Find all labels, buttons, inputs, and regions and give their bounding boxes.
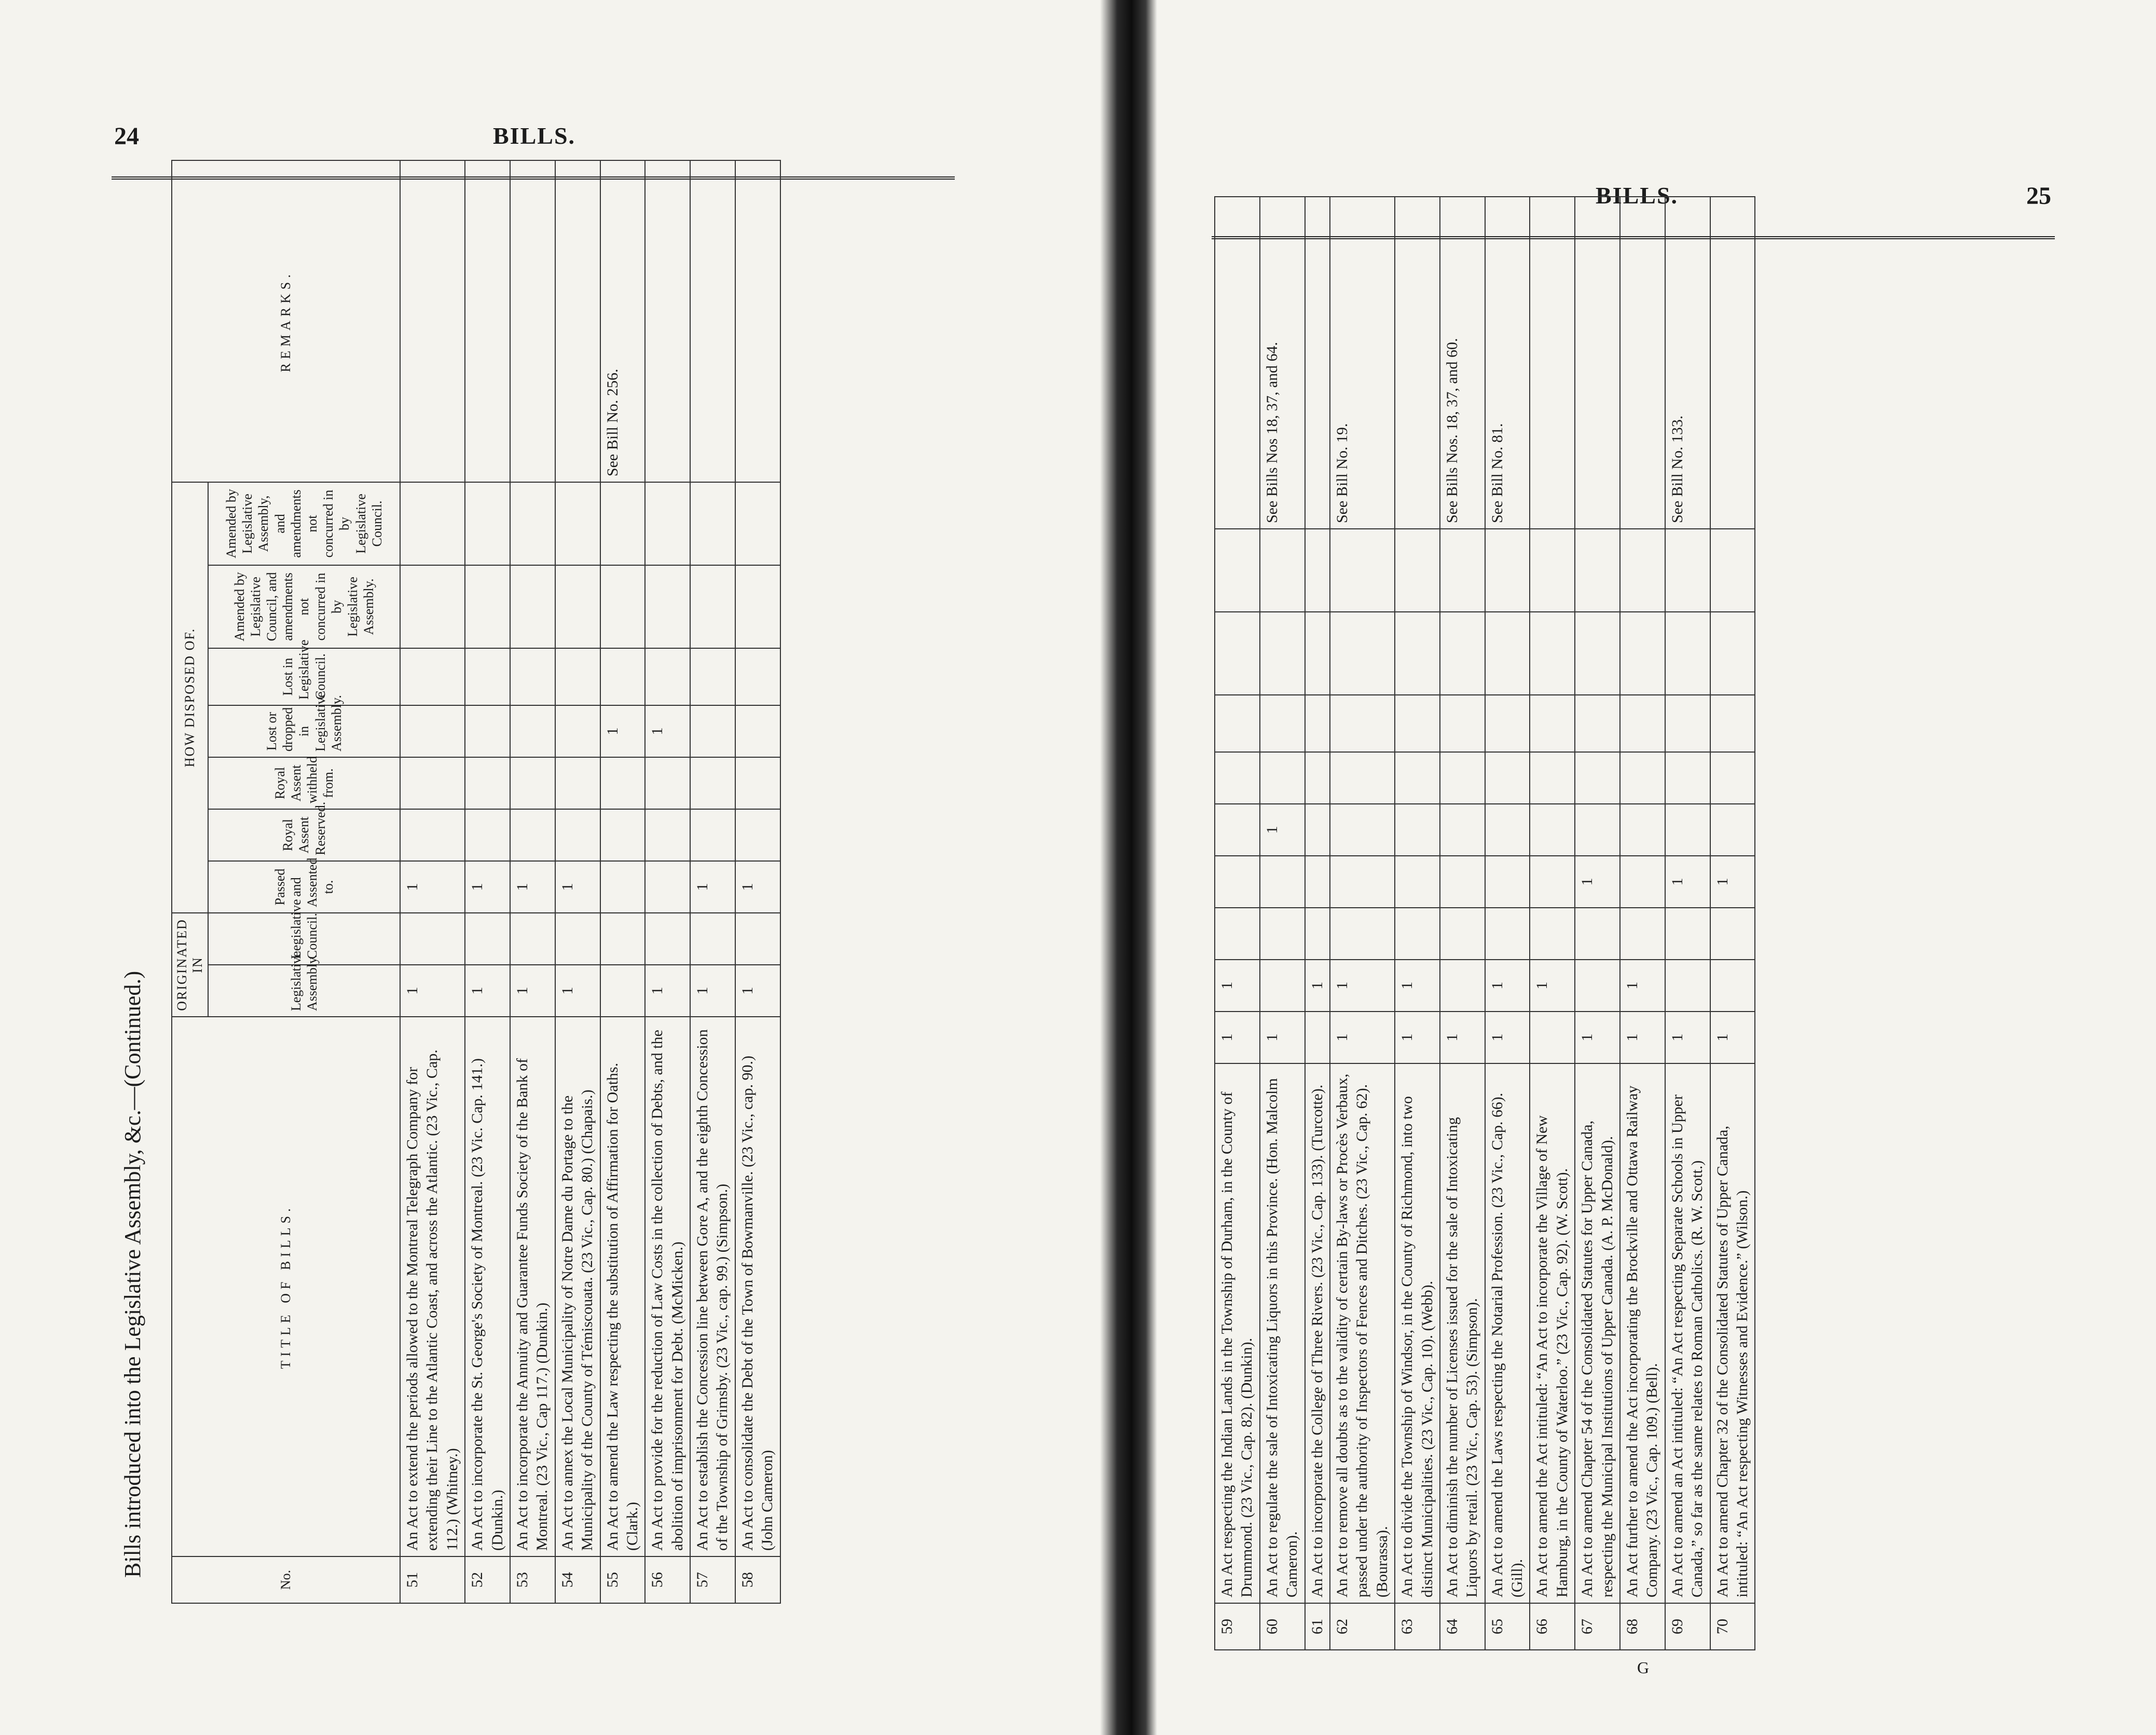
- cell-lost-la: [735, 705, 780, 757]
- bill-title: An Act to amend Chapter 32 of the Consolidated Statutes of Upper Canada, intituled: “An Act respecting Witnesses and Evidence.” (Wilson.): [1710, 1063, 1755, 1603]
- bill-remarks: [465, 160, 510, 482]
- cell-withheld: [645, 757, 690, 809]
- cell-amended-lc: [1330, 612, 1395, 695]
- cell-legislative-council: [1665, 960, 1710, 1012]
- cell-legislative-council: [1260, 960, 1305, 1012]
- header-amended-la: Amended by Legislative Assembly, and amendments not concurred in by Legislative Council.: [208, 482, 400, 565]
- cell-legislative-council: [735, 913, 780, 965]
- table-row: [1530, 197, 1575, 1650]
- cell-legislative-assembly: 1: [1215, 1012, 1260, 1063]
- cell-legislative-council: [645, 913, 690, 965]
- cell-legislative-assembly: 1: [1485, 1012, 1530, 1063]
- cell-amended-lc: [1530, 612, 1575, 695]
- cell-lost-la: 1: [645, 705, 690, 757]
- table-row: [1305, 197, 1330, 1650]
- cell-legislative-council: [1575, 960, 1620, 1012]
- cell-amended-la: [1665, 529, 1710, 612]
- cell-lost-lc: [1485, 695, 1530, 752]
- cell-reserved: 1: [1575, 856, 1620, 908]
- cell-legislative-council: [465, 913, 510, 965]
- table-row: [1440, 197, 1485, 1650]
- cell-reserved: [1395, 856, 1440, 908]
- table-row: [510, 160, 555, 1603]
- cell-lost-lc: [1665, 695, 1710, 752]
- cell-amended-la: [1215, 529, 1260, 612]
- cell-withheld: [1575, 804, 1620, 856]
- bill-number: 55: [600, 1556, 646, 1603]
- cell-legislative-council: 1: [1305, 960, 1330, 1012]
- header-withheld: Royal Assent withheld from.: [208, 757, 400, 809]
- cell-passed: [1620, 908, 1665, 960]
- cell-lost-lc: [735, 648, 780, 705]
- left-bills-table-rotated: [171, 160, 781, 1604]
- cell-amended-la: [1305, 529, 1330, 612]
- left-bills-table: [171, 160, 781, 1604]
- header-legislative-council: Legislative Council.: [208, 913, 400, 965]
- cell-lost-la: [1620, 752, 1665, 804]
- bill-number: 60: [1260, 1603, 1305, 1650]
- cell-lost-la: [465, 705, 510, 757]
- cell-reserved: [1620, 856, 1665, 908]
- cell-withheld: [1620, 804, 1665, 856]
- cell-legislative-assembly: 1: [400, 965, 465, 1017]
- bill-title: An Act to amend the Laws respecting the Notarial Profession. (23 Vic., Cap. 66). (Gill).: [1485, 1063, 1530, 1603]
- right-bills-table-rotated: [1214, 196, 1755, 1650]
- cell-legislative-assembly: 1: [1395, 1012, 1440, 1063]
- cell-withheld: [1215, 804, 1260, 856]
- cell-amended-la: [645, 482, 690, 565]
- cell-lost-la: 1: [600, 705, 646, 757]
- cell-legislative-assembly: 1: [1260, 1012, 1305, 1063]
- bill-number: 57: [690, 1556, 735, 1603]
- cell-withheld: 1: [1260, 804, 1305, 856]
- cell-passed: [1440, 908, 1485, 960]
- left-page-number: 24: [114, 122, 139, 150]
- table-row: [465, 160, 510, 1603]
- cell-amended-lc: [400, 565, 465, 648]
- table-row: [1215, 197, 1260, 1650]
- bill-remarks: [645, 160, 690, 482]
- cell-withheld: [1485, 804, 1530, 856]
- cell-withheld: [555, 757, 600, 809]
- cell-amended-lc: [1620, 612, 1665, 695]
- cell-amended-lc: [1395, 612, 1440, 695]
- cell-withheld: [1665, 804, 1710, 856]
- cell-legislative-assembly: 1: [645, 965, 690, 1017]
- cell-legislative-council: [555, 913, 600, 965]
- cell-lost-la: [510, 705, 555, 757]
- bill-remarks: [1305, 197, 1330, 529]
- cell-lost-lc: [510, 648, 555, 705]
- cell-amended-lc: [1710, 612, 1755, 695]
- cell-reserved: [510, 809, 555, 861]
- cell-lost-la: [1530, 752, 1575, 804]
- bill-title: An Act to incorporate the St. George's Society of Montreal. (23 Vic. Cap. 141.) (Dunkin.): [465, 1017, 510, 1556]
- cell-amended-la: [600, 482, 646, 565]
- bill-number: 66: [1530, 1603, 1575, 1650]
- bill-number: 63: [1395, 1603, 1440, 1650]
- cell-withheld: [510, 757, 555, 809]
- header-lost-lc: Lost in Legislative Council.: [208, 648, 400, 705]
- cell-lost-lc: [400, 648, 465, 705]
- bill-number: 62: [1330, 1603, 1395, 1650]
- bill-number: 54: [555, 1556, 600, 1603]
- cell-legislative-assembly: 1: [1440, 1012, 1485, 1063]
- cell-passed: [1485, 908, 1530, 960]
- cell-reserved: [1440, 856, 1485, 908]
- bill-remarks: [400, 160, 465, 482]
- bill-remarks: [1215, 197, 1260, 529]
- cell-lost-la: [1260, 752, 1305, 804]
- cell-legislative-council: [1710, 960, 1755, 1012]
- cell-passed: [1530, 908, 1575, 960]
- cell-lost-lc: [1215, 695, 1260, 752]
- header-passed: Passed and Assented to.: [208, 861, 400, 913]
- cell-withheld: [690, 757, 735, 809]
- cell-lost-lc: [1305, 695, 1330, 752]
- cell-legislative-assembly: [1305, 1012, 1330, 1063]
- header-lost-la: Lost or dropped in Legislative Assembly.: [208, 705, 400, 757]
- cell-reserved: [690, 809, 735, 861]
- cell-lost-la: [400, 705, 465, 757]
- cell-legislative-assembly: [600, 965, 646, 1017]
- cell-lost-la: [555, 705, 600, 757]
- cell-amended-la: [1440, 529, 1485, 612]
- cell-legislative-assembly: 1: [690, 965, 735, 1017]
- cell-amended-la: [690, 482, 735, 565]
- cell-lost-la: [1575, 752, 1620, 804]
- bill-title: An Act to amend the Law respecting the substitution of Affirmation for Oaths. (Clark.): [600, 1017, 646, 1556]
- cell-passed: [1305, 908, 1330, 960]
- cell-passed: [1710, 908, 1755, 960]
- bill-title: An Act to extend the periods allowed to the Montreal Telegraph Company for extending their Line to the Atlantic Coast, and across the Atlantic. (23 Vic., Cap. 112.) (Whitney.): [400, 1017, 465, 1556]
- cell-legislative-assembly: 1: [735, 965, 780, 1017]
- cell-legislative-council: 1: [1485, 960, 1530, 1012]
- cell-lost-lc: [1260, 695, 1305, 752]
- cell-passed: [600, 861, 646, 913]
- cell-amended-lc: [735, 565, 780, 648]
- cell-withheld: [1305, 804, 1330, 856]
- bill-title: An Act to diminish the number of Licenses issued for the sale of Intoxicating Liquors by retail. (23 Vic., Cap. 53). (Simpson).: [1440, 1063, 1485, 1603]
- cell-withheld: [600, 757, 646, 809]
- bill-title: An Act to remove all doubts as to the validity of certain By-laws or Procès Verbaux, passed under the authority of Inspectors of Fences and Ditches. (23 Vic., Cap. 62). (Bourassa).: [1330, 1063, 1395, 1603]
- cell-legislative-assembly: 1: [1710, 1012, 1755, 1063]
- cell-withheld: [465, 757, 510, 809]
- cell-reserved: [735, 809, 780, 861]
- cell-amended-lc: [600, 565, 646, 648]
- cell-lost-la: [690, 705, 735, 757]
- header-amended-lc: Amended by Legislative Council, and amendments not concurred in by Legislative Assembly.: [208, 565, 400, 648]
- bill-remarks: [1710, 197, 1755, 529]
- cell-lost-lc: [1575, 695, 1620, 752]
- bill-title: An Act to consolidate the Debt of the Town of Bowmanville. (23 Vic., cap. 90.) (John Cameron): [735, 1017, 780, 1556]
- bill-number: 59: [1215, 1603, 1260, 1650]
- cell-amended-lc: [1260, 612, 1305, 695]
- cell-legislative-assembly: 1: [510, 965, 555, 1017]
- cell-legislative-council: 1: [1395, 960, 1440, 1012]
- cell-withheld: [1330, 804, 1395, 856]
- cell-passed: 1: [735, 861, 780, 913]
- cell-lost-la: [1305, 752, 1330, 804]
- table-row: [555, 160, 600, 1603]
- cell-lost-lc: [1395, 695, 1440, 752]
- cell-passed: 1: [555, 861, 600, 913]
- cell-lost-lc: [690, 648, 735, 705]
- bill-remarks: See Bill No. 256.: [600, 160, 646, 482]
- cell-legislative-assembly: 1: [555, 965, 600, 1017]
- cell-amended-la: [735, 482, 780, 565]
- bill-title: An Act to provide for the reduction of Law Costs in the collection of Debts, and the abolition of imprisonment for Debt. (McMicken.): [645, 1017, 690, 1556]
- bill-remarks: [690, 160, 735, 482]
- cell-reserved: 1: [1710, 856, 1755, 908]
- bill-number: 67: [1575, 1603, 1620, 1650]
- cell-passed: [1395, 908, 1440, 960]
- bill-number: 69: [1665, 1603, 1710, 1650]
- table-row: [645, 160, 690, 1603]
- cell-reserved: [645, 809, 690, 861]
- bill-title: An Act to divide the Township of Windsor, in the County of Richmond, into two distinct Municipalities. (23 Vic., Cap. 10). (Webb).: [1395, 1063, 1440, 1603]
- cell-reserved: [1530, 856, 1575, 908]
- cell-amended-la: [1330, 529, 1395, 612]
- cell-passed: 1: [510, 861, 555, 913]
- cell-amended-lc: [465, 565, 510, 648]
- header-originated: ORIGINATED IN: [172, 913, 208, 1017]
- cell-legislative-assembly: 1: [1665, 1012, 1710, 1063]
- cell-lost-lc: [1710, 695, 1755, 752]
- table-row: [1620, 197, 1665, 1650]
- cell-lost-la: [1440, 752, 1485, 804]
- bill-remarks: [1395, 197, 1440, 529]
- bill-title: An Act to incorporate the College of Three Rivers. (23 Vic., Cap. 133). (Turcotte).: [1305, 1063, 1330, 1603]
- cell-legislative-council: [690, 913, 735, 965]
- header-how-disposed: HOW DISPOSED OF.: [172, 482, 208, 913]
- cell-passed: 1: [465, 861, 510, 913]
- cell-reserved: [555, 809, 600, 861]
- cell-legislative-council: [600, 913, 646, 965]
- table-row: [735, 160, 780, 1603]
- cell-reserved: [1485, 856, 1530, 908]
- table-row: [1485, 197, 1530, 1650]
- bill-title: An Act to annex the Local Municipality of Notre Dame du Portage to the Municipality of the County of Témiscouata. (23 Vic., Cap. 80.) (Chapais.): [555, 1017, 600, 1556]
- cell-lost-la: [1215, 752, 1260, 804]
- cell-amended-la: [1620, 529, 1665, 612]
- cell-lost-lc: [555, 648, 600, 705]
- cell-reserved: [400, 809, 465, 861]
- cell-reserved: 1: [1665, 856, 1710, 908]
- bill-remarks: [510, 160, 555, 482]
- bill-remarks: See Bill No. 19.: [1330, 197, 1395, 529]
- bill-title: An Act to incorporate the Annuity and Guarantee Funds Society of the Bank of Montreal. (23 Vic., Cap 117.) (Dunkin.): [510, 1017, 555, 1556]
- bill-title: An Act to amend the Act intituled: “An Act to incorporate the Village of New Hamburg, in the County of Waterloo.” (23 Vic., Cap. 92). (W. Scott).: [1530, 1063, 1575, 1603]
- bill-number: 70: [1710, 1603, 1755, 1650]
- cell-amended-la: [510, 482, 555, 565]
- table-row: [1710, 197, 1755, 1650]
- table-row: [1330, 197, 1395, 1650]
- cell-legislative-council: 1: [1215, 960, 1260, 1012]
- header-reserved: Royal Assent Reserved.: [208, 809, 400, 861]
- cell-legislative-council: 1: [1330, 960, 1395, 1012]
- cell-legislative-assembly: 1: [1620, 1012, 1665, 1063]
- bill-number: 56: [645, 1556, 690, 1603]
- bill-number: 53: [510, 1556, 555, 1603]
- bill-title: An Act respecting the Indian Lands in the Township of Durham, in the County of Drummond. (23 Vic., Cap. 82). (Dunkin).: [1215, 1063, 1260, 1603]
- cell-amended-lc: [645, 565, 690, 648]
- cell-lost-lc: [600, 648, 646, 705]
- cell-withheld: [1530, 804, 1575, 856]
- cell-lost-la: [1330, 752, 1395, 804]
- cell-reserved: [600, 809, 646, 861]
- cell-withheld: [1395, 804, 1440, 856]
- bill-number: 51: [400, 1556, 465, 1603]
- cell-amended-la: [1485, 529, 1530, 612]
- cell-lost-lc: [465, 648, 510, 705]
- cell-amended-lc: [1440, 612, 1485, 695]
- cell-passed: [1215, 908, 1260, 960]
- cell-lost-lc: [1530, 695, 1575, 752]
- cell-legislative-council: [1440, 960, 1485, 1012]
- cell-amended-la: [1260, 529, 1305, 612]
- cell-reserved: [1330, 856, 1395, 908]
- cell-legislative-assembly: 1: [1330, 1012, 1395, 1063]
- book-spine-shadow: [1100, 0, 1157, 1735]
- bill-remarks: [555, 160, 600, 482]
- header-remarks: REMARKS.: [172, 160, 400, 482]
- table-row: [690, 160, 735, 1603]
- cell-legislative-assembly: 1: [465, 965, 510, 1017]
- bill-remarks: [1530, 197, 1575, 529]
- cell-lost-lc: [645, 648, 690, 705]
- bill-number: 65: [1485, 1603, 1530, 1650]
- left-table-caption: Bills introduced into the Legislative Assembly, &c.—(Continued.): [120, 971, 145, 1578]
- cell-amended-lc: [1305, 612, 1330, 695]
- cell-legislative-assembly: [1530, 1012, 1575, 1063]
- cell-lost-lc: [1330, 695, 1395, 752]
- right-page-number: 25: [2026, 182, 2051, 210]
- cell-reserved: [465, 809, 510, 861]
- cell-legislative-council: [510, 913, 555, 965]
- bill-title: An Act to regulate the sale of Intoxicating Liquors in this Province. (Hon. Malcolm Cameron).: [1260, 1063, 1305, 1603]
- cell-amended-lc: [1575, 612, 1620, 695]
- cell-lost-lc: [1620, 695, 1665, 752]
- cell-lost-la: [1665, 752, 1710, 804]
- bill-number: 58: [735, 1556, 780, 1603]
- cell-passed: [1260, 908, 1305, 960]
- bill-remarks: See Bills Nos 18, 37, and 64.: [1260, 197, 1305, 529]
- bill-title: An Act to amend an Act intituled: “An Act respecting Separate Schools in Upper Canada,” so far as the same relates to Roman Catholics. (R. W. Scott.): [1665, 1063, 1710, 1603]
- left-running-head: BILLS.: [493, 122, 576, 149]
- cell-reserved: [1305, 856, 1330, 908]
- cell-amended-lc: [1665, 612, 1710, 695]
- bill-remarks: [735, 160, 780, 482]
- cell-lost-la: [1710, 752, 1755, 804]
- table-row: [600, 160, 646, 1603]
- table-row: [1260, 197, 1305, 1650]
- cell-withheld: [1440, 804, 1485, 856]
- cell-legislative-council: [400, 913, 465, 965]
- cell-amended-la: [1710, 529, 1755, 612]
- cell-passed: [1330, 908, 1395, 960]
- cell-amended-la: [1575, 529, 1620, 612]
- bill-remarks: See Bills Nos. 18, 37, and 60.: [1440, 197, 1485, 529]
- cell-lost-lc: [1440, 695, 1485, 752]
- cell-withheld: [735, 757, 780, 809]
- table-row: [1395, 197, 1440, 1650]
- cell-passed: [1665, 908, 1710, 960]
- bill-remarks: [1575, 197, 1620, 529]
- bill-remarks: See Bill No. 133.: [1665, 197, 1710, 529]
- cell-reserved: [1215, 856, 1260, 908]
- cell-passed: 1: [400, 861, 465, 913]
- table-row: [1665, 197, 1710, 1650]
- cell-passed: [1575, 908, 1620, 960]
- cell-amended-la: [1395, 529, 1440, 612]
- right-bills-table: [1214, 196, 1755, 1650]
- cell-amended-la: [400, 482, 465, 565]
- cell-amended-lc: [510, 565, 555, 648]
- cell-legislative-council: 1: [1620, 960, 1665, 1012]
- cell-withheld: [1710, 804, 1755, 856]
- cell-amended-la: [555, 482, 600, 565]
- cell-legislative-assembly: 1: [1575, 1012, 1620, 1063]
- cell-amended-lc: [555, 565, 600, 648]
- header-legislative-assembly: Legislative Assembly.: [208, 965, 400, 1017]
- cell-passed: [645, 861, 690, 913]
- bill-number: 68: [1620, 1603, 1665, 1650]
- right-running-head: BILLS.: [1596, 182, 1679, 209]
- bill-title: An Act to establish the Concession line between Gore A, and the eighth Concession of the Township of Grimsby. (23 Vic., cap. 99.) (Simpson.): [690, 1017, 735, 1556]
- bill-remarks: See Bill No. 81.: [1485, 197, 1530, 529]
- table-row: [1575, 197, 1620, 1650]
- bill-number: 52: [465, 1556, 510, 1603]
- cell-legislative-council: 1: [1530, 960, 1575, 1012]
- cell-amended-lc: [1485, 612, 1530, 695]
- cell-amended-lc: [690, 565, 735, 648]
- cell-amended-lc: [1215, 612, 1260, 695]
- bill-number: 61: [1305, 1603, 1330, 1650]
- bill-remarks: [1620, 197, 1665, 529]
- header-no: No.: [172, 1556, 400, 1603]
- bill-number: 64: [1440, 1603, 1485, 1650]
- cell-amended-la: [1530, 529, 1575, 612]
- cell-passed: 1: [690, 861, 735, 913]
- cell-amended-la: [465, 482, 510, 565]
- cell-lost-la: [1485, 752, 1530, 804]
- bill-title: An Act to amend Chapter 54 of the Consolidated Statutes for Upper Canada, respecting the Municipal Institutions of Upper Canada. (A. P. McDonald).: [1575, 1063, 1620, 1603]
- bill-title: An Act further to amend the Act incorporating the Brockville and Ottawa Railway Company. (23 Vic., Cap. 109.) (Bell).: [1620, 1063, 1665, 1603]
- signature-mark: G: [1637, 1658, 1650, 1677]
- cell-reserved: [1260, 856, 1305, 908]
- cell-withheld: [400, 757, 465, 809]
- cell-lost-la: [1395, 752, 1440, 804]
- table-row: [400, 160, 465, 1603]
- header-title: TITLE OF BILLS.: [172, 1017, 400, 1556]
